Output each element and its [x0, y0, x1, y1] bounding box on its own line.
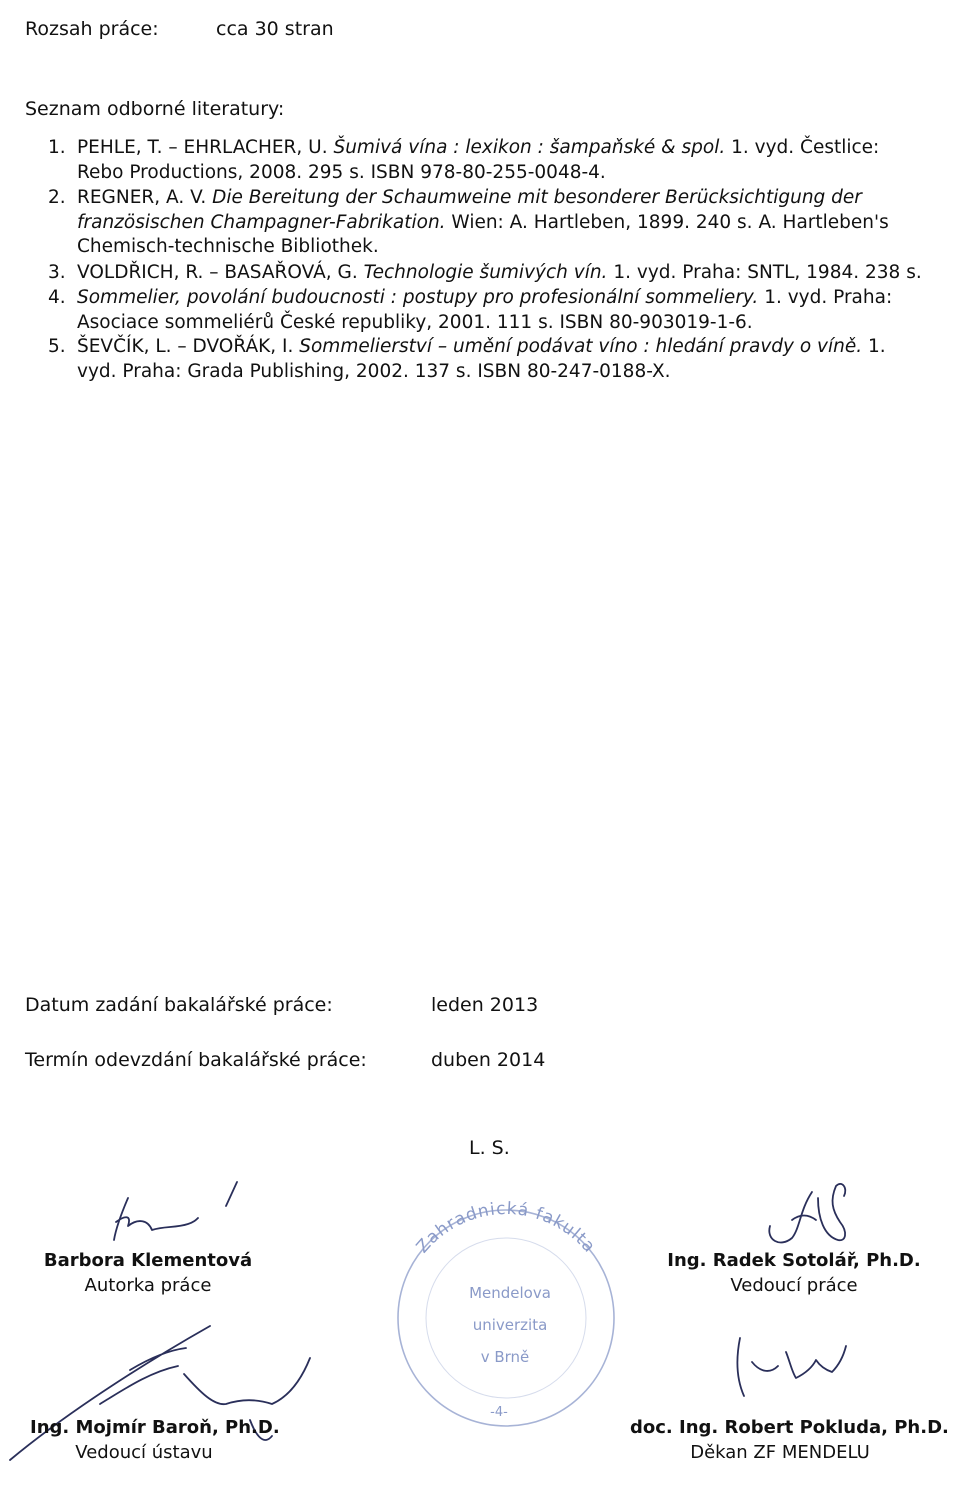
dean-name: doc. Ing. Robert Pokluda, Ph.D.	[630, 1417, 949, 1438]
stamp-line: Mendelova	[469, 1284, 551, 1302]
item-authors: PEHLE, T. – EHRLACHER, U.	[77, 137, 334, 158]
item-publication: 1. vyd. Praha: Asociace sommeliérů České republiky, 2001. 111 s. ISBN 80-903019-1-6.	[77, 287, 893, 333]
item-title: Šumivá vína : lexikon : šampaňské & spol.	[333, 137, 726, 158]
item-publication: 1. vyd. Praha: SNTL, 1984. 238 s.	[607, 262, 922, 283]
item-authors: REGNER, A. V.	[77, 187, 213, 208]
author-role: Autorka práce	[84, 1275, 212, 1296]
item-number: 2.	[48, 187, 66, 208]
deadline-value: duben 2014	[431, 1049, 546, 1071]
item-publication: 1. vyd. Praha: Grada Publishing, 2002. 137 s. ISBN 80-247-0188-X.	[77, 336, 886, 382]
item-authors: ŠEVČÍK, L. – DVOŘÁK, I.	[77, 336, 300, 357]
item-title: Sommelier, povolání budoucnosti : postupy pro profesionální sommeliery.	[77, 287, 759, 308]
supervisor-name: Ing. Radek Sotolář, Ph.D.	[667, 1250, 921, 1271]
institute-head-role: Vedoucí ústavu	[75, 1442, 213, 1463]
item-number: 5.	[48, 336, 66, 357]
scope-value: cca 30 stran	[216, 18, 334, 40]
institute-head-name: Ing. Mojmír Baroň, Ph.D.	[30, 1417, 280, 1438]
item-publication: Wien: A. Hartleben, 1899. 240 s. A. Hartleben's Chemisch-technische Bibliothek.	[77, 211, 889, 258]
stamp-line: v Brně	[480, 1348, 530, 1366]
stamp-number: -4-	[490, 1405, 508, 1420]
dean-role: Děkan ZF MENDELU	[690, 1442, 870, 1463]
deadline-label: Termín odevzdání bakalářské práce:	[25, 1049, 367, 1071]
item-title: Die Bereitung der Schaumweine mit besonderer Berücksichtigung der französischen Champagner-Fabrikation.	[77, 187, 862, 233]
item-publication: 1. vyd. Čestlice: Rebo Productions, 2008. 295 s. ISBN 978-80-255-0048-4.	[77, 137, 880, 183]
literature-title: Seznam odborné literatury:	[25, 98, 285, 120]
institute-head-signature-block	[30, 1417, 280, 1463]
item-title: Sommelierství – umění podávat víno : hledání pravdy o víně.	[299, 336, 863, 357]
author-signature-block	[38, 1250, 258, 1296]
assigned-date-label: Datum zadání bakalářské práce:	[25, 994, 333, 1016]
dean-signature-block	[630, 1417, 949, 1463]
stamp-line: univerzita	[472, 1316, 548, 1334]
author-name: Barbora Klementová	[43, 1250, 253, 1271]
item-authors: VOLDŘICH, R. – BASAŘOVÁ, G.	[77, 262, 364, 283]
supervisor-signature-block	[658, 1250, 930, 1296]
scope-label: Rozsah práce:	[25, 18, 159, 40]
stamp-ring-text: Zahradnická fakulta	[412, 1198, 600, 1258]
item-title: Technologie šumivých vín.	[363, 262, 608, 283]
assigned-date-value: leden 2013	[431, 994, 539, 1016]
supervisor-role: Vedoucí práce	[730, 1275, 858, 1296]
item-number: 4.	[48, 287, 66, 308]
item-number: 1.	[48, 137, 66, 158]
item-number: 3.	[48, 262, 66, 283]
ls-mark: L. S.	[469, 1137, 510, 1159]
